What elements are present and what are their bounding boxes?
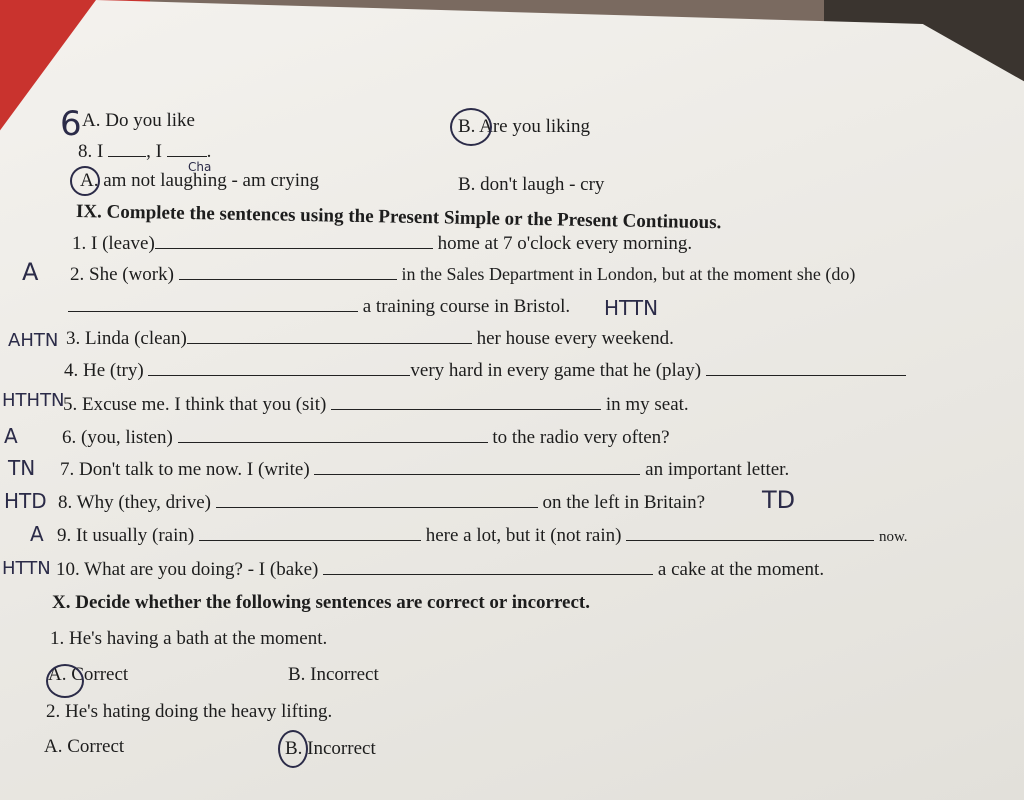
- answer-circle: [450, 108, 492, 146]
- handwritten-mark: HTHTN: [2, 390, 65, 411]
- q8-prompt: 8. I , I .: [78, 141, 212, 162]
- handwritten-mark: HTD: [4, 489, 47, 513]
- s9-item-5: 5. Excuse me. I think that you (sit) in my seat.: [63, 394, 689, 415]
- s10-q1-option-a: A. Correct: [48, 664, 129, 685]
- answer-circle: [46, 664, 84, 698]
- s9-item-2b: a training course in Bristol.: [68, 295, 570, 318]
- section-10-title: X. Decide whether the following sentences are correct or incorrect.: [52, 592, 590, 613]
- handwritten-mark: HTTN: [2, 558, 51, 579]
- handwritten-mark: Cha: [188, 160, 212, 174]
- s10-q2-option-b: B. Incorrect: [285, 738, 376, 759]
- s9-item-10: 10. What are you doing? - I (bake) a cake at the moment.: [56, 559, 825, 580]
- q8-option-b: B. don't laugh - cry: [458, 174, 605, 195]
- s9-item-9: 9. It usually (rain) here a lot, but it (not rain) now.: [57, 525, 908, 546]
- q8-option-a: A. am not laughing - am crying: [80, 170, 320, 191]
- s9-item-2: 2. She (work) in the Sales Department in London, but at the moment she (do): [70, 264, 856, 285]
- section-9-title: IX. Complete the sentences using the Present Simple or the Present Continuous.: [75, 201, 722, 234]
- handwritten-mark: TD: [762, 486, 796, 514]
- q7-option-b: B. Are you liking: [458, 116, 590, 137]
- s10-q1-text: 1. He's having a bath at the moment.: [50, 628, 328, 649]
- s10-q2-option-a: A. Correct: [44, 736, 125, 757]
- s9-item-4: 4. He (try) very hard in every game that he (play): [64, 359, 906, 382]
- handwritten-mark: A: [30, 522, 44, 546]
- handwritten-mark: AHTN: [8, 330, 59, 351]
- q7-option-a: A. Do you like: [82, 110, 195, 131]
- s9-item-8: 8. Why (they, drive) on the left in Britain?: [58, 492, 706, 513]
- s9-item-6: 6. (you, listen) to the radio very often?: [62, 427, 670, 448]
- handwritten-mark: HTTN: [604, 296, 659, 320]
- s9-item-1: 1. I (leave) home at 7 o'clock every morning.: [72, 233, 693, 254]
- handwritten-mark: A: [22, 258, 39, 286]
- handwritten-mark: TN: [8, 456, 36, 480]
- handwritten-mark: 6: [60, 104, 82, 144]
- s10-q1-option-b: B. Incorrect: [288, 664, 379, 685]
- handwritten-mark: A: [4, 424, 18, 448]
- answer-circle: [278, 730, 308, 768]
- s10-q2-text: 2. He's hating doing the heavy lifting.: [46, 701, 333, 722]
- answer-circle: [70, 166, 100, 196]
- s9-item-7: 7. Don't talk to me now. I (write) an important letter.: [60, 459, 790, 480]
- s9-item-3: 3. Linda (clean) her house every weekend.: [66, 328, 674, 349]
